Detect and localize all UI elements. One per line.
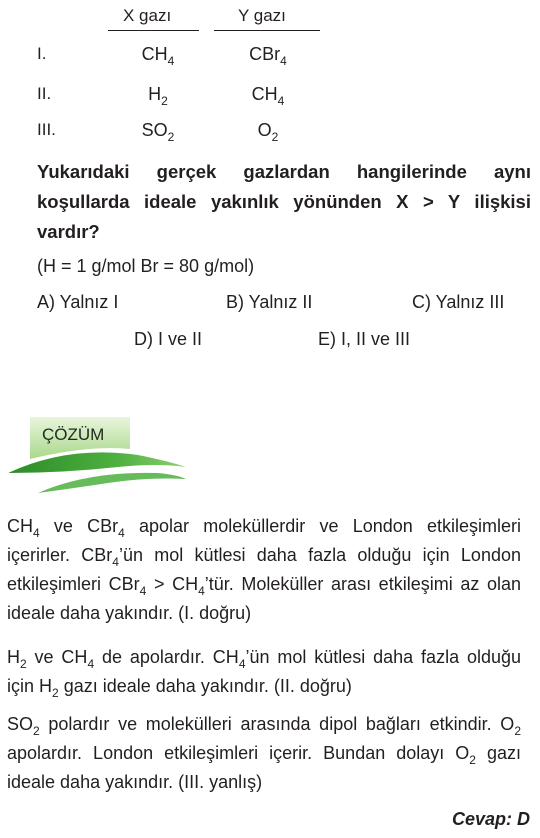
solution-paragraph-3: $SO_2$ polardır ve molekülleri arasında dipol bağları etkindir. $O_2$ apolardır. London etkileşimleri içerir. Bundan dolayı $O_2$ gazı ideale daha yakındır. (III. yanlış): [7, 714, 521, 792]
row-number-2: II.: [37, 84, 52, 103]
option-d[interactable]: D) I ve II: [134, 329, 203, 349]
solution-paragraph-1: $CH_4$ ve CBr$_4$ apolar moleküllerdir ve London etkileşimleri içerirler. CBr$_4$’ün mol kütlesi daha fazla olduğu için London etkileşimleri $CBr_4 > CH_4’tür$. Moleküller arası etkileşimi az olan ideale daha yakındır. (I. doğru): [7, 516, 522, 623]
question-text: Yukarıdaki gerçek gazlardan hangilerinde aynı koşullarda ideale yakınlık yönünden X > Y ilişkisi vardır?: [37, 161, 531, 242]
row-3-y-formula: $O_2$: [257, 120, 279, 144]
row-1-x-formula: $CH_4$: [141, 44, 175, 68]
option-a[interactable]: A) Yalnız I: [37, 292, 119, 312]
row-2-y-formula: $CH_4$: [251, 84, 285, 108]
solution-label: ÇÖZÜM: [42, 425, 105, 444]
row-2-x-formula: $H_2$: [148, 84, 168, 108]
x-header-underline: [108, 30, 199, 31]
row-3-x-formula: $SO_2$: [141, 120, 175, 144]
row-number-1: I.: [37, 44, 47, 63]
x-gas-header: X gazı: [123, 6, 172, 25]
molar-mass-note: (H = 1 g/mol Br = 80 g/mol): [37, 256, 255, 276]
y-gas-header: Y gazı: [238, 6, 286, 25]
row-1-y-formula: CBr$_4$: [249, 44, 287, 68]
option-c[interactable]: C) Yalnız III: [412, 292, 505, 312]
y-header-underline: [214, 30, 320, 31]
option-b[interactable]: B) Yalnız II: [226, 292, 313, 312]
option-e[interactable]: E) I, II ve III: [318, 329, 411, 349]
solution-paragraph-2: $H_2$ ve $CH_4$ de apolardır. $CH_4’ün$ mol kütlesi daha fazla olduğu için $H_2$ gazı ideale daha yakındır. (II. doğru): [7, 647, 522, 700]
answer-label: Cevap: D: [451, 809, 530, 829]
row-number-3: III.: [37, 120, 56, 139]
